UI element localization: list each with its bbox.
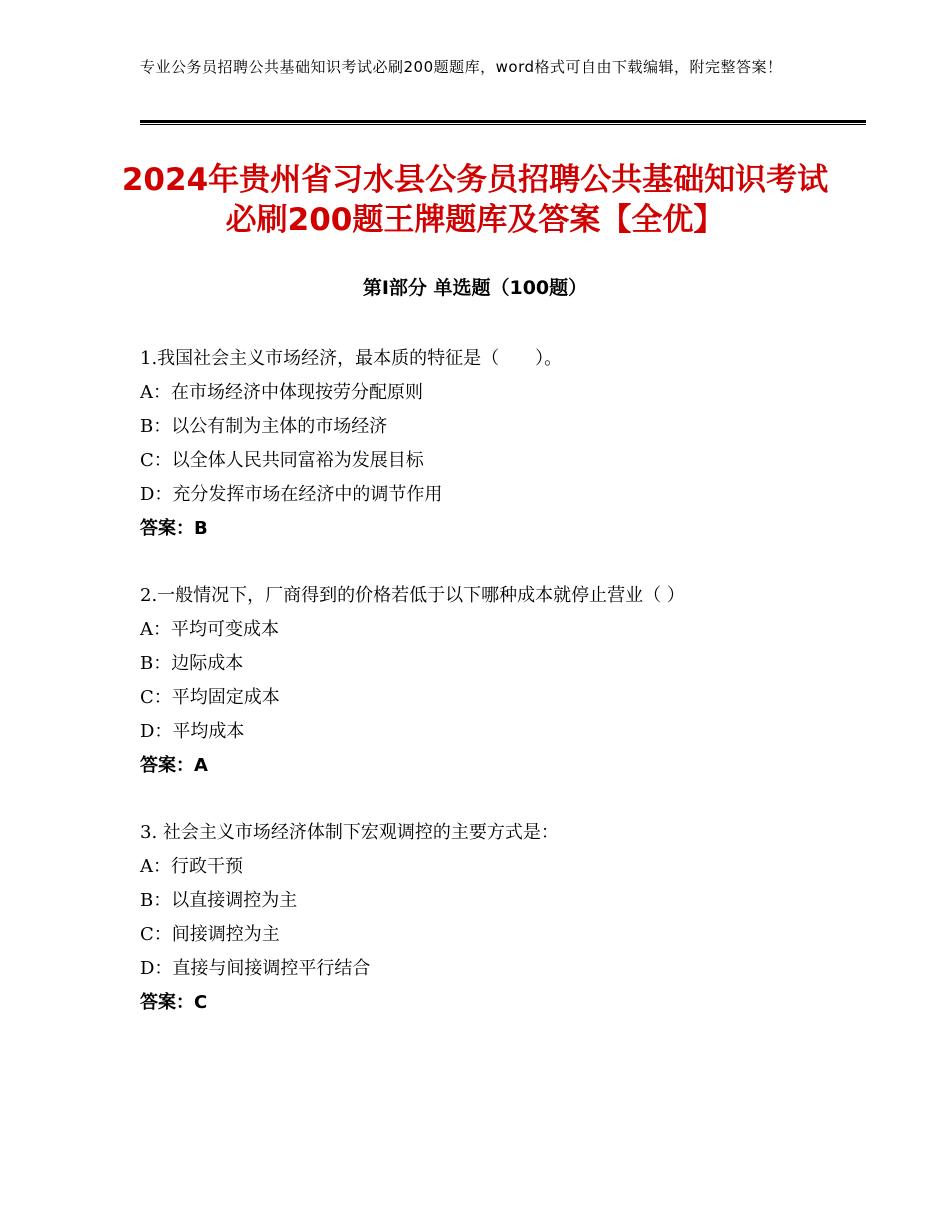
option-d: D：充分发挥市场在经济中的调节作用 — [140, 484, 443, 505]
option-b: B：边际成本 — [140, 653, 244, 674]
option-a: A：在市场经济中体现按劳分配原则 — [140, 382, 423, 403]
option-b: B：以直接调控为主 — [140, 890, 298, 911]
question-stem: 2.一般情况下，厂商得到的价格若低于以下哪种成本就停止营业（ ） — [140, 585, 685, 606]
question-stem: 3. 社会主义市场经济体制下宏观调控的主要方式是： — [140, 822, 559, 843]
option-b: B：以公有制为主体的市场经济 — [140, 416, 388, 437]
header-note: 专业公务员招聘公共基础知识考试必刷200题题库，word格式可自由下载编辑，附完整答案！ — [140, 58, 783, 76]
option-d: D：直接与间接调控平行结合 — [140, 958, 371, 979]
option-c: C：以全体人民共同富裕为发展目标 — [140, 450, 424, 471]
header-divider — [140, 120, 866, 125]
section-title: 第Ⅰ部分 单选题（100题） — [362, 277, 588, 299]
option-c: C：间接调控为主 — [140, 924, 280, 945]
option-c: C：平均固定成本 — [140, 687, 280, 708]
option-a: A：行政干预 — [140, 856, 243, 877]
question-1 — [140, 342, 860, 546]
option-d: D：平均成本 — [140, 721, 245, 742]
question-list — [140, 342, 860, 1053]
question-2 — [140, 579, 860, 783]
question-3 — [140, 816, 860, 1020]
document-title: 2024年贵州省习水县公务员招聘公共基础知识考试必刷200题王牌题库及答案【全优】 — [121, 162, 829, 238]
option-a: A：平均可变成本 — [140, 619, 279, 640]
answer: 答案：B — [140, 518, 208, 539]
question-stem: 1.我国社会主义市场经济，最本质的特征是（ ）。 — [140, 348, 563, 369]
answer: 答案：A — [140, 755, 208, 776]
answer: 答案：C — [140, 992, 208, 1013]
